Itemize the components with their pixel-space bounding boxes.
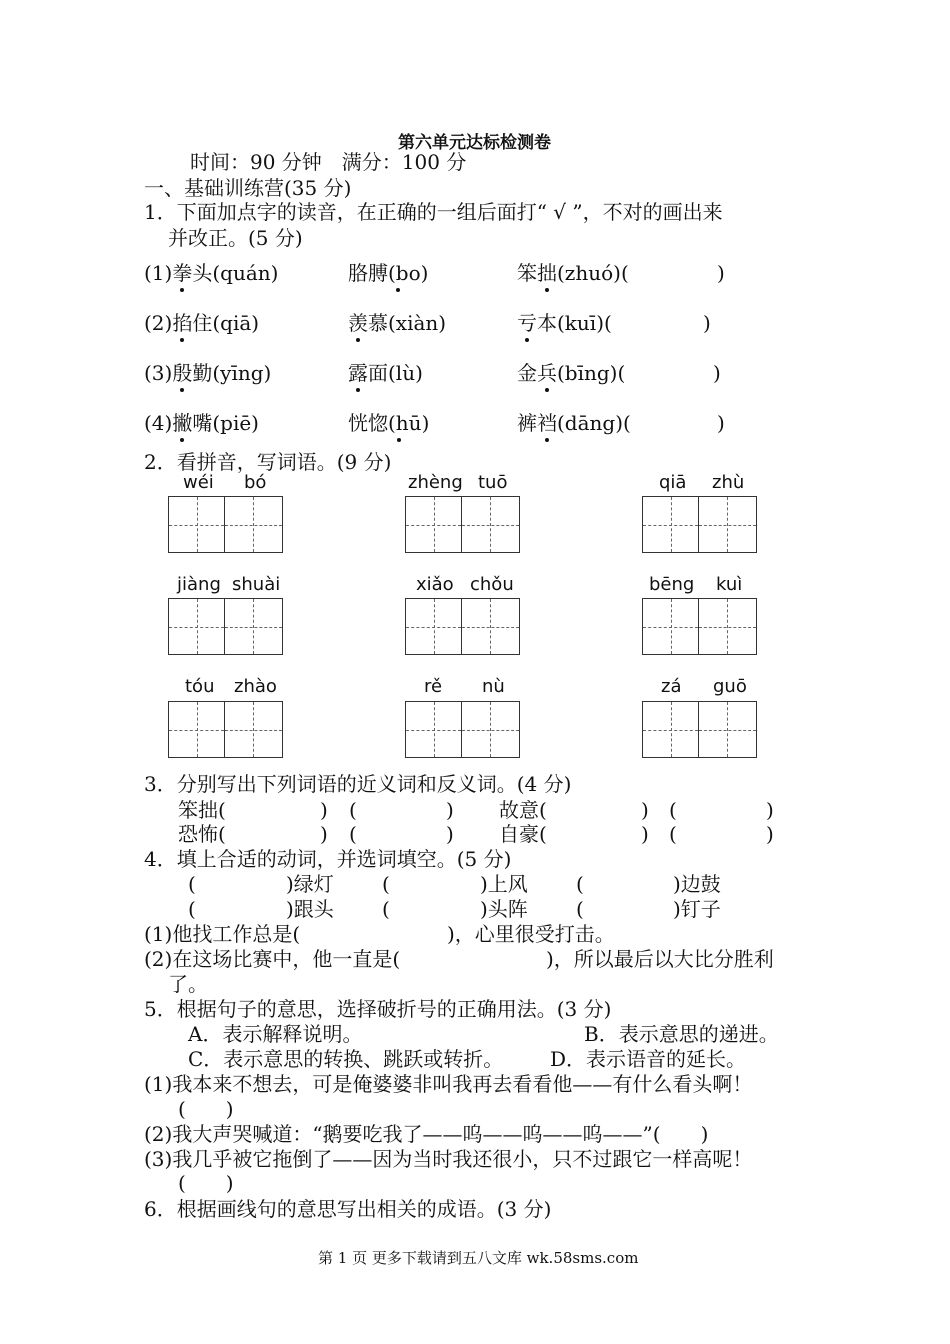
dotted-char: 亏 [517, 311, 537, 335]
grid-cell[interactable] [168, 598, 225, 655]
grid-cell[interactable] [642, 496, 699, 553]
answer-paren-close: ) [717, 411, 725, 435]
word-char: 裤 [517, 411, 537, 435]
grid-cell[interactable] [405, 496, 462, 553]
grid-cell[interactable] [225, 496, 283, 553]
dotted-char: 拙 [537, 261, 557, 285]
grid-cell[interactable] [225, 598, 283, 655]
grid-cell[interactable] [462, 598, 520, 655]
answer-paren-open: ( [576, 897, 584, 921]
q6-instruction: 6．根据画线句的意思写出相关的成语。(3 分) [144, 1197, 552, 1221]
q4-sentence: (2)在这场比赛中，他一直是( [144, 947, 401, 971]
q3-word: 自豪( [499, 822, 547, 846]
grid-cell[interactable] [642, 701, 699, 758]
answer-paren-close: ) [703, 311, 711, 335]
grid-cell[interactable] [642, 598, 699, 655]
pinyin: bēng [649, 574, 695, 595]
answer-paren-open: ( [669, 822, 677, 846]
q1-word [517, 361, 625, 385]
page-title: 第六单元达标检测卷 [398, 133, 551, 153]
grid-cell[interactable] [168, 701, 225, 758]
writing-grid[interactable] [642, 701, 758, 758]
dotted-char: 裆 [537, 411, 557, 435]
q1-row [144, 411, 259, 435]
grid-cell[interactable] [699, 701, 757, 758]
answer-paren-open: ( [382, 872, 390, 896]
q3-word: 笨拙( [178, 798, 226, 822]
answer-paren-open: ( [349, 822, 357, 846]
pinyin: guō [713, 676, 747, 697]
grid-cell[interactable] [699, 496, 757, 553]
q4-phrase: )绿灯 [286, 872, 334, 896]
q5-sentence: (3)我几乎被它拖倒了——因为当时我还很小，只不过跟它一样高呢！ [144, 1147, 753, 1171]
q4-phrase: )头阵 [480, 897, 528, 921]
option-b: B．表示意思的递进。 [584, 1022, 779, 1046]
dotted-char: 露 [348, 361, 368, 385]
word-text: 嘴(piē) [192, 411, 259, 435]
q3-word: 恐怖( [178, 822, 226, 846]
pinyin: tuō [478, 472, 508, 493]
pinyin: qiā [659, 472, 687, 493]
item-number: (1) [144, 261, 173, 285]
q5-instruction: 5．根据句子的意思，选择破折号的正确用法。(3 分) [144, 997, 612, 1021]
item-number: (2) [144, 311, 173, 335]
word-char: 金 [517, 361, 537, 385]
q1-row [144, 261, 278, 285]
exam-meta: 时间：90 分钟 满分：100 分 [190, 150, 467, 174]
pinyin: xiǎo [416, 574, 454, 595]
grid-cell[interactable] [225, 701, 283, 758]
grid-cell[interactable] [405, 598, 462, 655]
word-text: 勤(yīng) [192, 361, 272, 385]
q1-word [348, 261, 428, 285]
writing-grid[interactable] [168, 701, 284, 758]
word-char: 胳 [348, 261, 368, 285]
answer-paren-open: ( [576, 872, 584, 896]
q1-word [517, 261, 629, 285]
answer-paren-close: ) [717, 261, 725, 285]
answer-paren-open: ( [669, 798, 677, 822]
answer-paren-open: ( [188, 872, 196, 896]
section-heading: 一、基础训练营(35 分) [144, 176, 352, 200]
q4-phrase: )上风 [480, 872, 528, 896]
writing-grid[interactable] [405, 701, 521, 758]
q1-word [348, 411, 429, 435]
q4-sentence: 了。 [168, 972, 208, 996]
word-text: 慕(xiàn) [368, 311, 447, 335]
answer-paren-close: ) [446, 798, 454, 822]
answer-paren-close: ) [766, 798, 774, 822]
q4-sentence: (1)他找工作总是( [144, 922, 301, 946]
writing-grid[interactable] [405, 598, 521, 655]
word-text: 膊(bo) [368, 261, 429, 285]
q1-instruction: 1．下面加点字的读音，在正确的一组后面打“ √ ”，不对的画出来 [144, 200, 723, 224]
q1-word [348, 311, 446, 335]
q4-instruction: 4．填上合适的动词，并选词填空。(5 分) [144, 847, 512, 871]
answer-paren: ( ) [178, 1171, 234, 1195]
pinyin: zhèng [408, 472, 463, 493]
word-char: 恍 [348, 411, 368, 435]
answer-paren-close: ) [713, 361, 721, 385]
writing-grid[interactable] [168, 496, 284, 553]
grid-cell[interactable] [462, 701, 520, 758]
option-d: D．表示语音的延长。 [550, 1047, 747, 1071]
answer-paren-open: ( [382, 897, 390, 921]
answer-paren-close: ) [446, 822, 454, 846]
writing-grid[interactable] [642, 496, 758, 553]
pinyin: bó [244, 472, 267, 493]
word-text: 本(kuī)( [537, 311, 612, 335]
word-text: (bīng)( [557, 361, 626, 385]
pinyin: rě [424, 676, 443, 697]
q5-sentence: (1)我本来不想去，可是俺婆婆非叫我再去看看他——有什么看头啊！ [144, 1072, 753, 1096]
q4-sentence: )，所以最后以大比分胜利 [546, 947, 774, 971]
dotted-char: 拳 [172, 261, 193, 285]
item-number: (4) [144, 411, 173, 435]
q4-phrase: )跟头 [286, 897, 334, 921]
writing-grid[interactable] [168, 598, 284, 655]
grid-cell[interactable] [462, 496, 520, 553]
q2-instruction: 2．看拼音，写词语。(9 分) [144, 450, 392, 474]
pinyin: tóu [185, 676, 215, 697]
q1-instruction-cont: 并改正。(5 分) [168, 226, 303, 250]
answer-paren-close: ) [641, 822, 649, 846]
q1-word [517, 311, 612, 335]
answer-paren-close: ) [641, 798, 649, 822]
word-text: 头(quán) [192, 261, 279, 285]
option-c: C．表示意思的转换、跳跃或转折。 [188, 1047, 504, 1071]
pinyin: jiàng [177, 574, 221, 595]
grid-cell[interactable] [699, 598, 757, 655]
q3-word: 故意( [499, 798, 547, 822]
q5-sentence: (2)我大声哭喊道：“鹅要吃我了——呜——呜——呜——”( ) [144, 1122, 709, 1146]
dotted-char: 羡 [348, 311, 368, 335]
word-text: 面(lù) [368, 361, 423, 385]
q4-sentence: )，心里很受打击。 [447, 922, 615, 946]
q1-row [144, 361, 271, 385]
pinyin: zhù [712, 472, 745, 493]
q4-phrase: )边鼓 [673, 872, 721, 896]
q4-phrase: )钉子 [673, 897, 721, 921]
dotted-char: 兵 [537, 361, 557, 385]
dotted-char: 殷 [172, 361, 193, 385]
option-a: A．表示解释说明。 [188, 1022, 363, 1046]
word-text: (dāng)( [557, 411, 631, 435]
answer-paren-open: ( [349, 798, 357, 822]
item-number: (3) [144, 361, 173, 385]
pinyin: zá [661, 676, 682, 697]
writing-grid[interactable] [405, 496, 521, 553]
q1-word [348, 361, 423, 385]
pinyin: wéi [183, 472, 214, 493]
word-text: 住(qiā) [192, 311, 260, 335]
answer-paren: ( ) [178, 1097, 234, 1121]
answer-paren-close: ) [320, 798, 328, 822]
page-footer: 第 1 页 更多下载请到五八文库 wk.58sms.com [318, 1249, 639, 1267]
grid-cell[interactable] [168, 496, 225, 553]
pinyin: zhào [234, 676, 277, 697]
q3-instruction: 3．分别写出下列词语的近义词和反义词。(4 分) [144, 772, 572, 796]
pinyin: nù [482, 676, 505, 697]
pinyin: shuài [232, 574, 281, 595]
answer-paren-close: ) [766, 822, 774, 846]
dotted-char: 撇 [172, 411, 193, 435]
q1-word [517, 411, 631, 435]
word-text: (zhuó)( [557, 261, 629, 285]
answer-paren-open: ( [188, 897, 196, 921]
pinyin: kuì [716, 574, 743, 595]
pinyin: chǒu [470, 574, 514, 595]
q1-row [144, 311, 259, 335]
grid-cell[interactable] [405, 701, 462, 758]
dotted-char: 掐 [172, 311, 193, 335]
word-text: 惚(hū) [368, 411, 430, 435]
word-char: 笨 [517, 261, 537, 285]
writing-grid[interactable] [642, 598, 758, 655]
answer-paren-close: ) [320, 822, 328, 846]
